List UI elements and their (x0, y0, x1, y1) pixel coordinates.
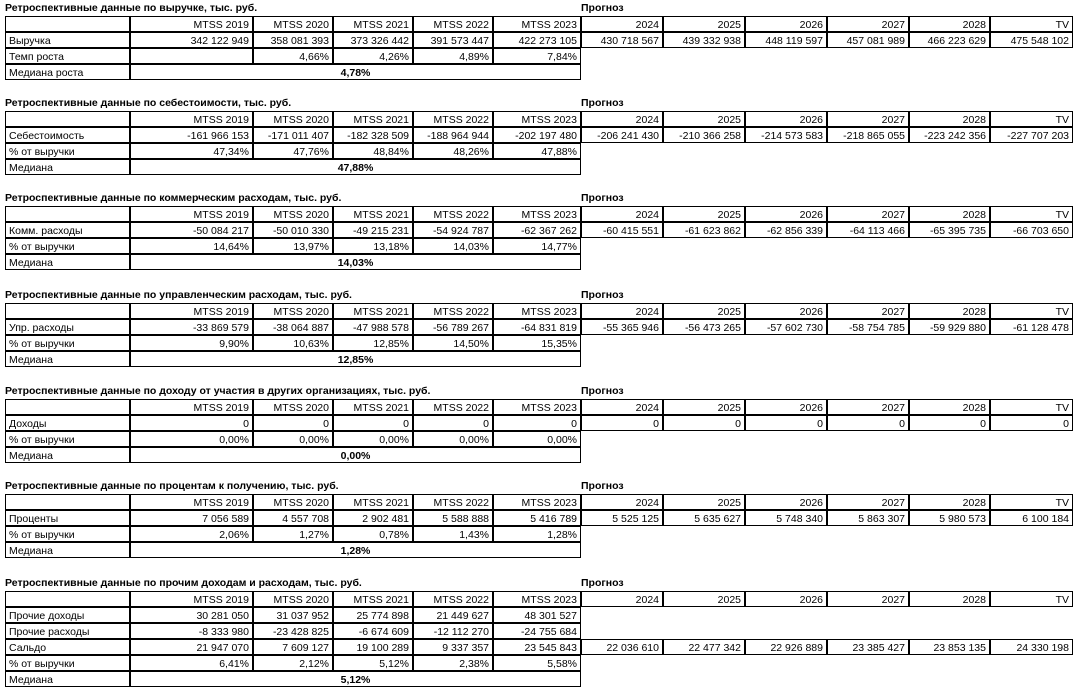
row-label: % от выручки (5, 655, 130, 671)
table-cell: 12,85% (333, 335, 413, 351)
table-cell: 7 609 127 (253, 639, 333, 655)
forecast-cell: 23 853 135 (909, 639, 990, 655)
table-cell: -161 966 153 (130, 127, 253, 143)
forecast-column-header: 2024 (581, 494, 663, 510)
forecast-label: Прогноз (581, 97, 624, 109)
table-cell: -8 333 980 (130, 623, 253, 639)
forecast-cell: 430 718 567 (581, 32, 663, 48)
table-cell: 7 056 589 (130, 510, 253, 526)
column-header: MTSS 2019 (130, 494, 253, 510)
row-label: Прочие доходы (5, 607, 130, 623)
forecast-column-header: 2027 (827, 591, 909, 607)
forecast-column-header: 2028 (909, 206, 990, 222)
table-cell: 9 337 357 (413, 639, 493, 655)
forecast-column-header: 2028 (909, 494, 990, 510)
forecast-cell: 0 (581, 415, 663, 431)
column-header: MTSS 2019 (130, 111, 253, 127)
forecast-column-header: TV (990, 16, 1073, 32)
section-title: Ретроспективные данные по себестоимости, тыс. руб. (5, 97, 292, 109)
column-header: MTSS 2021 (333, 111, 413, 127)
header-label-cell (5, 399, 130, 415)
column-header: MTSS 2023 (493, 111, 581, 127)
row-label: Себестоимость (5, 127, 130, 143)
median-value: 4,78% (130, 64, 581, 80)
table-cell: 5 588 888 (413, 510, 493, 526)
table-cell: 1,28% (493, 526, 581, 542)
table-cell: 23 545 843 (493, 639, 581, 655)
table-cell: -12 112 270 (413, 623, 493, 639)
column-header: MTSS 2020 (253, 111, 333, 127)
table-cell: 4,26% (333, 48, 413, 64)
column-header: MTSS 2022 (413, 16, 493, 32)
column-header: MTSS 2021 (333, 206, 413, 222)
forecast-cell: 22 477 342 (663, 639, 745, 655)
table-cell: 47,88% (493, 143, 581, 159)
column-header: MTSS 2023 (493, 206, 581, 222)
table-cell: 6,41% (130, 655, 253, 671)
table-cell: -49 215 231 (333, 222, 413, 238)
row-label: % от выручки (5, 335, 130, 351)
forecast-column-header: TV (990, 591, 1073, 607)
section-title: Ретроспективные данные по прочим доходам и расходам, тыс. руб. (5, 577, 362, 589)
forecast-column-header: 2025 (663, 494, 745, 510)
forecast-cell: 5 635 627 (663, 510, 745, 526)
table-cell: -6 674 609 (333, 623, 413, 639)
median-label: Медиана (5, 351, 130, 367)
forecast-cell: -218 865 055 (827, 127, 909, 143)
forecast-label: Прогноз (581, 192, 624, 204)
header-label-cell (5, 591, 130, 607)
table-cell: -171 011 407 (253, 127, 333, 143)
row-label: Выручка (5, 32, 130, 48)
row-label: Темп роста (5, 48, 130, 64)
row-label: % от выручки (5, 143, 130, 159)
section-title: Ретроспективные данные по коммерческим расходам, тыс. руб. (5, 192, 342, 204)
table-cell: 9,90% (130, 335, 253, 351)
table-cell: 13,18% (333, 238, 413, 254)
header-label-cell (5, 303, 130, 319)
table-cell: 0 (253, 415, 333, 431)
median-label: Медиана (5, 159, 130, 175)
forecast-column-header: 2024 (581, 206, 663, 222)
forecast-cell: -64 113 466 (827, 222, 909, 238)
forecast-column-header: TV (990, 399, 1073, 415)
table-cell: 1,27% (253, 526, 333, 542)
forecast-cell: 0 (827, 415, 909, 431)
table-cell: -188 964 944 (413, 127, 493, 143)
table-cell: -202 197 480 (493, 127, 581, 143)
forecast-cell: 24 330 198 (990, 639, 1073, 655)
table-cell: 14,77% (493, 238, 581, 254)
forecast-cell: -58 754 785 (827, 319, 909, 335)
forecast-column-header: 2024 (581, 303, 663, 319)
forecast-column-header: 2028 (909, 303, 990, 319)
column-header: MTSS 2020 (253, 206, 333, 222)
column-header: MTSS 2021 (333, 591, 413, 607)
column-header: MTSS 2020 (253, 494, 333, 510)
forecast-cell: 5 863 307 (827, 510, 909, 526)
section-title: Ретроспективные данные по управленческим расходам, тыс. руб. (5, 289, 352, 301)
table-cell: 2,06% (130, 526, 253, 542)
median-value: 1,28% (130, 542, 581, 558)
column-header: MTSS 2021 (333, 303, 413, 319)
median-label: Медиана (5, 254, 130, 270)
table-cell: 1,43% (413, 526, 493, 542)
section-title: Ретроспективные данные по доходу от участия в других организациях, тыс. руб. (5, 385, 431, 397)
header-label-cell (5, 494, 130, 510)
table-cell: 31 037 952 (253, 607, 333, 623)
table-cell: -24 755 684 (493, 623, 581, 639)
forecast-column-header: TV (990, 303, 1073, 319)
table-cell: 0 (333, 415, 413, 431)
table-cell: 48 301 527 (493, 607, 581, 623)
forecast-column-header: TV (990, 206, 1073, 222)
table-cell: -38 064 887 (253, 319, 333, 335)
row-label: % от выручки (5, 238, 130, 254)
table-cell: 15,35% (493, 335, 581, 351)
forecast-cell: -59 929 880 (909, 319, 990, 335)
forecast-cell: -56 473 265 (663, 319, 745, 335)
table-cell: 5,58% (493, 655, 581, 671)
table-cell: 0,00% (130, 431, 253, 447)
forecast-cell: 23 385 427 (827, 639, 909, 655)
forecast-label: Прогноз (581, 480, 624, 492)
table-cell: 0,00% (333, 431, 413, 447)
forecast-column-header: 2026 (745, 111, 827, 127)
table-cell: 4 557 708 (253, 510, 333, 526)
forecast-column-header: 2026 (745, 494, 827, 510)
column-header: MTSS 2020 (253, 399, 333, 415)
median-value: 14,03% (130, 254, 581, 270)
table-cell: 422 273 105 (493, 32, 581, 48)
forecast-cell: 22 926 889 (745, 639, 827, 655)
column-header: MTSS 2019 (130, 206, 253, 222)
table-cell: 342 122 949 (130, 32, 253, 48)
median-label: Медиана (5, 671, 130, 687)
forecast-column-header: 2026 (745, 16, 827, 32)
forecast-cell: -210 366 258 (663, 127, 745, 143)
column-header: MTSS 2023 (493, 303, 581, 319)
table-cell: -47 988 578 (333, 319, 413, 335)
forecast-cell: -223 242 356 (909, 127, 990, 143)
forecast-cell: 0 (990, 415, 1073, 431)
column-header: MTSS 2019 (130, 591, 253, 607)
table-cell: 21 449 627 (413, 607, 493, 623)
forecast-column-header: 2025 (663, 206, 745, 222)
median-label: Медиана (5, 542, 130, 558)
column-header: MTSS 2021 (333, 16, 413, 32)
column-header: MTSS 2020 (253, 16, 333, 32)
forecast-cell: 439 332 938 (663, 32, 745, 48)
forecast-cell: 6 100 184 (990, 510, 1073, 526)
table-cell: 14,03% (413, 238, 493, 254)
forecast-label: Прогноз (581, 289, 624, 301)
row-label: Прочие расходы (5, 623, 130, 639)
row-label: Доходы (5, 415, 130, 431)
column-header: MTSS 2022 (413, 591, 493, 607)
row-label: % от выручки (5, 431, 130, 447)
table-cell: 0 (413, 415, 493, 431)
section-title: Ретроспективные данные по выручке, тыс. руб. (5, 2, 258, 14)
table-cell: 391 573 447 (413, 32, 493, 48)
forecast-column-header: 2024 (581, 591, 663, 607)
forecast-column-header: 2024 (581, 111, 663, 127)
forecast-label: Прогноз (581, 385, 624, 397)
table-cell: 0,00% (413, 431, 493, 447)
table-cell: 2,38% (413, 655, 493, 671)
forecast-cell: 457 081 989 (827, 32, 909, 48)
forecast-cell: -227 707 203 (990, 127, 1073, 143)
table-cell: -56 789 267 (413, 319, 493, 335)
forecast-cell: -57 602 730 (745, 319, 827, 335)
table-cell: 5 416 789 (493, 510, 581, 526)
forecast-cell: -214 573 583 (745, 127, 827, 143)
table-cell: 30 281 050 (130, 607, 253, 623)
table-cell: 48,84% (333, 143, 413, 159)
column-header: MTSS 2023 (493, 494, 581, 510)
table-cell: 0,00% (253, 431, 333, 447)
forecast-column-header: 2026 (745, 591, 827, 607)
column-header: MTSS 2021 (333, 494, 413, 510)
table-cell: -54 924 787 (413, 222, 493, 238)
table-cell: 0,00% (493, 431, 581, 447)
header-label-cell (5, 111, 130, 127)
table-cell: 358 081 393 (253, 32, 333, 48)
table-cell: 373 326 442 (333, 32, 413, 48)
row-label: Проценты (5, 510, 130, 526)
header-label-cell (5, 16, 130, 32)
table-cell: 47,34% (130, 143, 253, 159)
forecast-column-header: 2027 (827, 494, 909, 510)
column-header: MTSS 2022 (413, 494, 493, 510)
table-cell: 19 100 289 (333, 639, 413, 655)
median-label: Медиана роста (5, 64, 130, 80)
forecast-cell: -60 415 551 (581, 222, 663, 238)
column-header: MTSS 2019 (130, 303, 253, 319)
forecast-cell: 22 036 610 (581, 639, 663, 655)
forecast-cell: 5 525 125 (581, 510, 663, 526)
table-cell: 0 (493, 415, 581, 431)
table-cell: 14,64% (130, 238, 253, 254)
table-cell (130, 48, 253, 64)
forecast-column-header: 2024 (581, 16, 663, 32)
forecast-cell: 0 (909, 415, 990, 431)
table-cell: 10,63% (253, 335, 333, 351)
forecast-cell: 5 748 340 (745, 510, 827, 526)
table-cell: -33 869 579 (130, 319, 253, 335)
forecast-cell: -55 365 946 (581, 319, 663, 335)
forecast-column-header: 2026 (745, 206, 827, 222)
column-header: MTSS 2023 (493, 399, 581, 415)
forecast-cell: -61 623 862 (663, 222, 745, 238)
column-header: MTSS 2022 (413, 303, 493, 319)
forecast-column-header: 2028 (909, 16, 990, 32)
table-cell: 4,66% (253, 48, 333, 64)
header-label-cell (5, 206, 130, 222)
row-label: Сальдо (5, 639, 130, 655)
forecast-column-header: 2028 (909, 399, 990, 415)
table-cell: 0 (130, 415, 253, 431)
forecast-cell: -61 128 478 (990, 319, 1073, 335)
forecast-column-header: 2028 (909, 111, 990, 127)
forecast-cell: 0 (745, 415, 827, 431)
forecast-cell: 0 (663, 415, 745, 431)
row-label: % от выручки (5, 526, 130, 542)
forecast-cell: 466 223 629 (909, 32, 990, 48)
table-cell: 4,89% (413, 48, 493, 64)
column-header: MTSS 2022 (413, 206, 493, 222)
column-header: MTSS 2020 (253, 303, 333, 319)
table-cell: 2 902 481 (333, 510, 413, 526)
row-label: Упр. расходы (5, 319, 130, 335)
forecast-column-header: 2025 (663, 591, 745, 607)
forecast-column-header: 2025 (663, 399, 745, 415)
table-cell: -50 084 217 (130, 222, 253, 238)
forecast-cell: 448 119 597 (745, 32, 827, 48)
forecast-label: Прогноз (581, 2, 624, 14)
median-value: 0,00% (130, 447, 581, 463)
table-cell: 2,12% (253, 655, 333, 671)
forecast-column-header: 2025 (663, 111, 745, 127)
forecast-column-header: 2027 (827, 111, 909, 127)
table-cell: -62 367 262 (493, 222, 581, 238)
median-value: 12,85% (130, 351, 581, 367)
median-value: 47,88% (130, 159, 581, 175)
column-header: MTSS 2023 (493, 591, 581, 607)
table-cell: 25 774 898 (333, 607, 413, 623)
forecast-cell: -66 703 650 (990, 222, 1073, 238)
forecast-column-header: TV (990, 494, 1073, 510)
forecast-column-header: 2027 (827, 399, 909, 415)
forecast-cell: -62 856 339 (745, 222, 827, 238)
table-cell: 13,97% (253, 238, 333, 254)
forecast-column-header: 2027 (827, 16, 909, 32)
table-cell: 7,84% (493, 48, 581, 64)
forecast-column-header: TV (990, 111, 1073, 127)
forecast-column-header: 2024 (581, 399, 663, 415)
column-header: MTSS 2022 (413, 111, 493, 127)
forecast-column-header: 2028 (909, 591, 990, 607)
column-header: MTSS 2020 (253, 591, 333, 607)
forecast-column-header: 2026 (745, 303, 827, 319)
forecast-column-header: 2027 (827, 206, 909, 222)
forecast-cell: -65 395 735 (909, 222, 990, 238)
table-cell: 48,26% (413, 143, 493, 159)
table-cell: -64 831 819 (493, 319, 581, 335)
median-label: Медиана (5, 447, 130, 463)
table-cell: 0,78% (333, 526, 413, 542)
table-cell: 14,50% (413, 335, 493, 351)
forecast-column-header: 2025 (663, 16, 745, 32)
column-header: MTSS 2019 (130, 399, 253, 415)
table-cell: -50 010 330 (253, 222, 333, 238)
section-title: Ретроспективные данные по процентам к получению, тыс. руб. (5, 480, 339, 492)
forecast-column-header: 2025 (663, 303, 745, 319)
column-header: MTSS 2021 (333, 399, 413, 415)
table-cell: 5,12% (333, 655, 413, 671)
median-value: 5,12% (130, 671, 581, 687)
table-cell: -23 428 825 (253, 623, 333, 639)
row-label: Комм. расходы (5, 222, 130, 238)
forecast-cell: 5 980 573 (909, 510, 990, 526)
column-header: MTSS 2019 (130, 16, 253, 32)
forecast-column-header: 2026 (745, 399, 827, 415)
table-cell: 47,76% (253, 143, 333, 159)
forecast-label: Прогноз (581, 577, 624, 589)
table-cell: -182 328 509 (333, 127, 413, 143)
column-header: MTSS 2023 (493, 16, 581, 32)
forecast-cell: 475 548 102 (990, 32, 1073, 48)
forecast-column-header: 2027 (827, 303, 909, 319)
table-cell: 21 947 070 (130, 639, 253, 655)
column-header: MTSS 2022 (413, 399, 493, 415)
forecast-cell: -206 241 430 (581, 127, 663, 143)
